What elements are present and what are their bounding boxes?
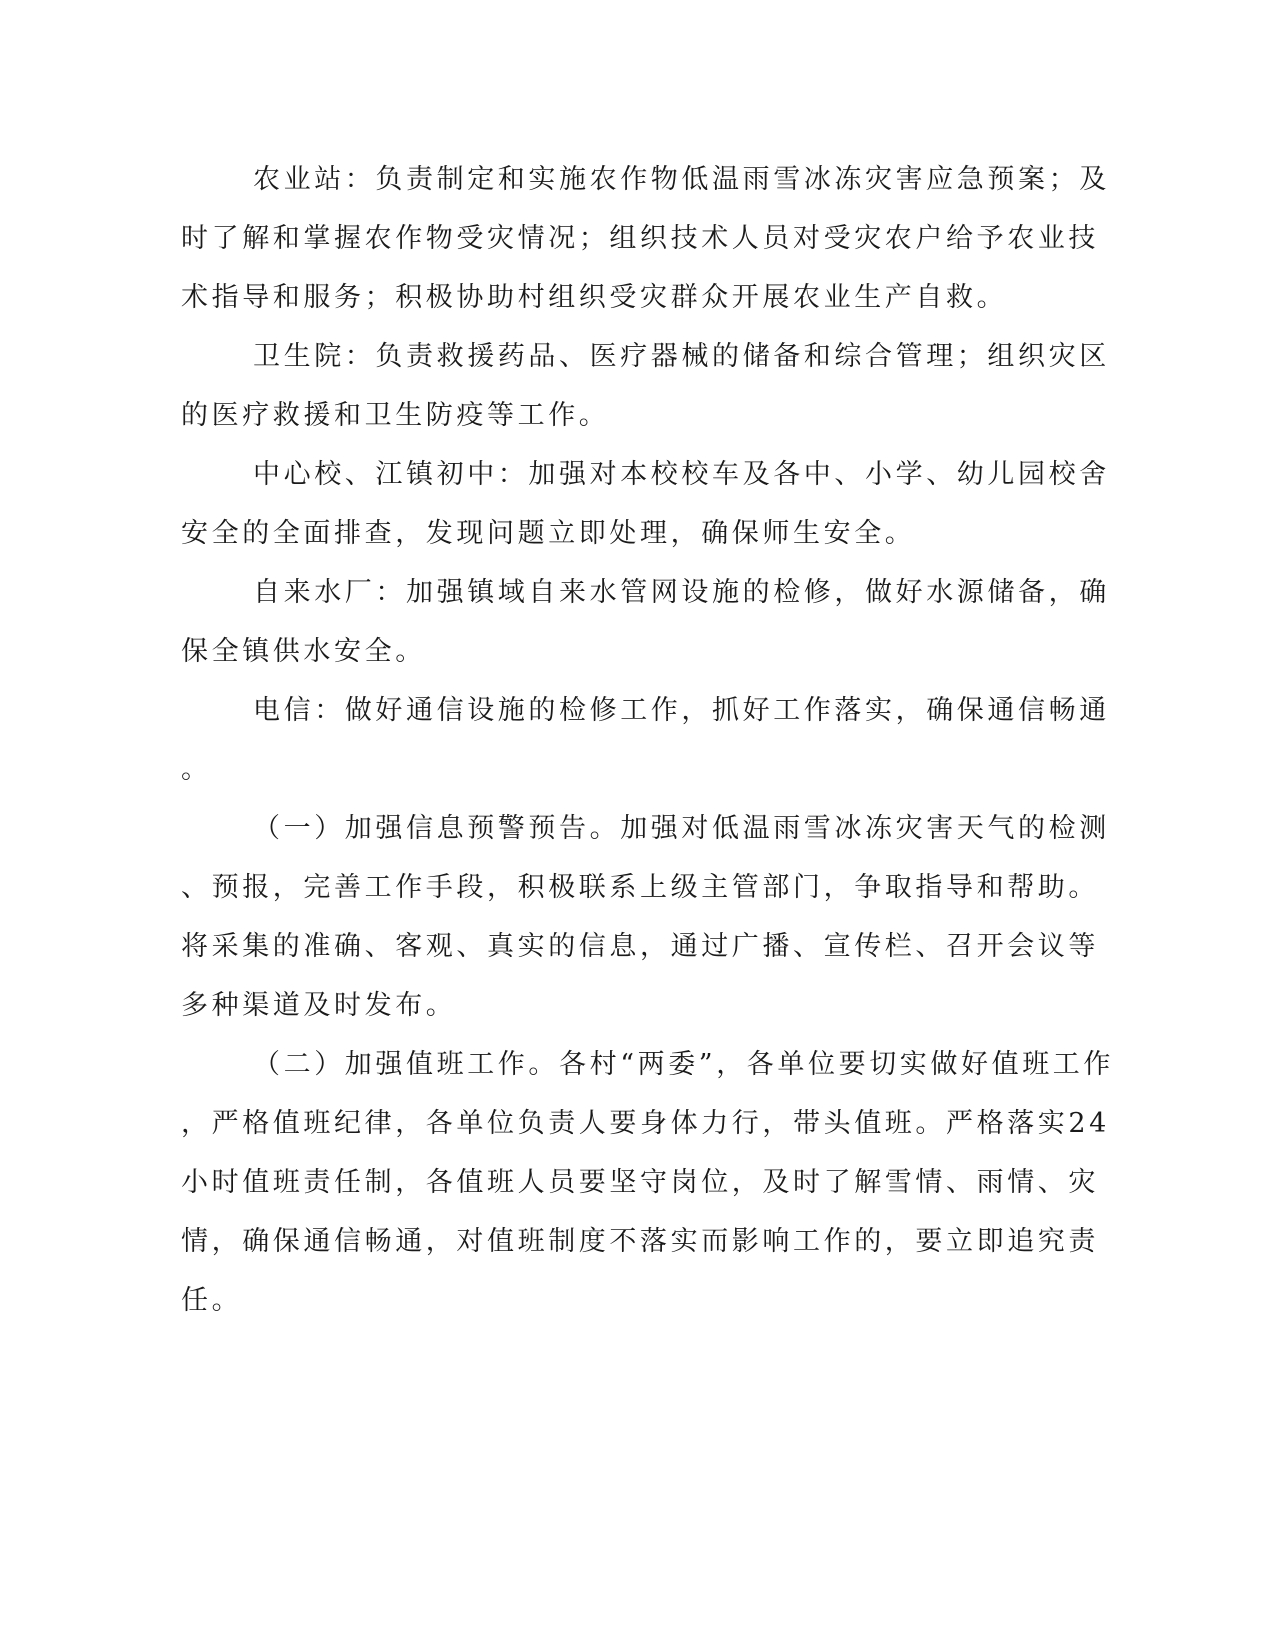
section-one-line-4: 多种渠道及时发布。 [181, 990, 457, 1021]
paragraph-health-line-1: 卫生院：负责救援药品、医疗器械的储备和综合管理；组织灾区 [253, 341, 1110, 372]
section-one-line-3: 将采集的准确、客观、真实的信息，通过广播、宣传栏、召开会议等 [181, 931, 1099, 962]
paragraph-agriculture-line-1: 农业站：负责制定和实施农作物低温雨雪冰冻灾害应急预案；及 [253, 164, 1110, 195]
section-two-line-4: 情，确保通信畅通，对值班制度不落实而影响工作的，要立即追究责 [181, 1226, 1099, 1257]
paragraph-water-line-2: 保全镇供水安全。 [181, 636, 426, 667]
paragraph-school-line-1: 中心校、江镇初中：加强对本校校车及各中、小学、幼儿园校舍 [253, 459, 1110, 490]
paragraph-telecom-line-2: 。 [181, 754, 212, 785]
section-two-line-1: （二）加强值班工作。各村“两委”，各单位要切实做好值班工作 [253, 1049, 1115, 1080]
section-two-line-2: ，严格值班纪律，各单位负责人要身体力行，带头值班。严格落实24 [181, 1108, 1110, 1139]
section-one-line-1: （一）加强信息预警预告。加强对低温雨雪冰冻灾害天气的检测 [253, 813, 1110, 844]
paragraph-school-line-2: 安全的全面排查，发现问题立即处理，确保师生安全。 [181, 518, 916, 549]
section-two-line-5: 任。 [181, 1285, 243, 1316]
section-two-line-3: 小时值班责任制，各值班人员要坚守岗位，及时了解雪情、雨情、灾 [181, 1167, 1099, 1198]
paragraph-water-line-1: 自来水厂：加强镇域自来水管网设施的检修，做好水源储备，确 [253, 577, 1110, 608]
paragraph-health-line-2: 的医疗救援和卫生防疫等工作。 [181, 400, 610, 431]
paragraph-telecom-line-1: 电信：做好通信设施的检修工作，抓好工作落实，确保通信畅通 [253, 695, 1110, 726]
paragraph-agriculture-line-2: 时了解和掌握农作物受灾情况；组织技术人员对受灾农户给予农业技 [181, 223, 1099, 254]
paragraph-agriculture-line-3: 术指导和服务；积极协助村组织受灾群众开展农业生产自救。 [181, 282, 1008, 313]
section-one-line-2: 、预报，完善工作手段，积极联系上级主管部门，争取指导和帮助。 [181, 872, 1099, 903]
